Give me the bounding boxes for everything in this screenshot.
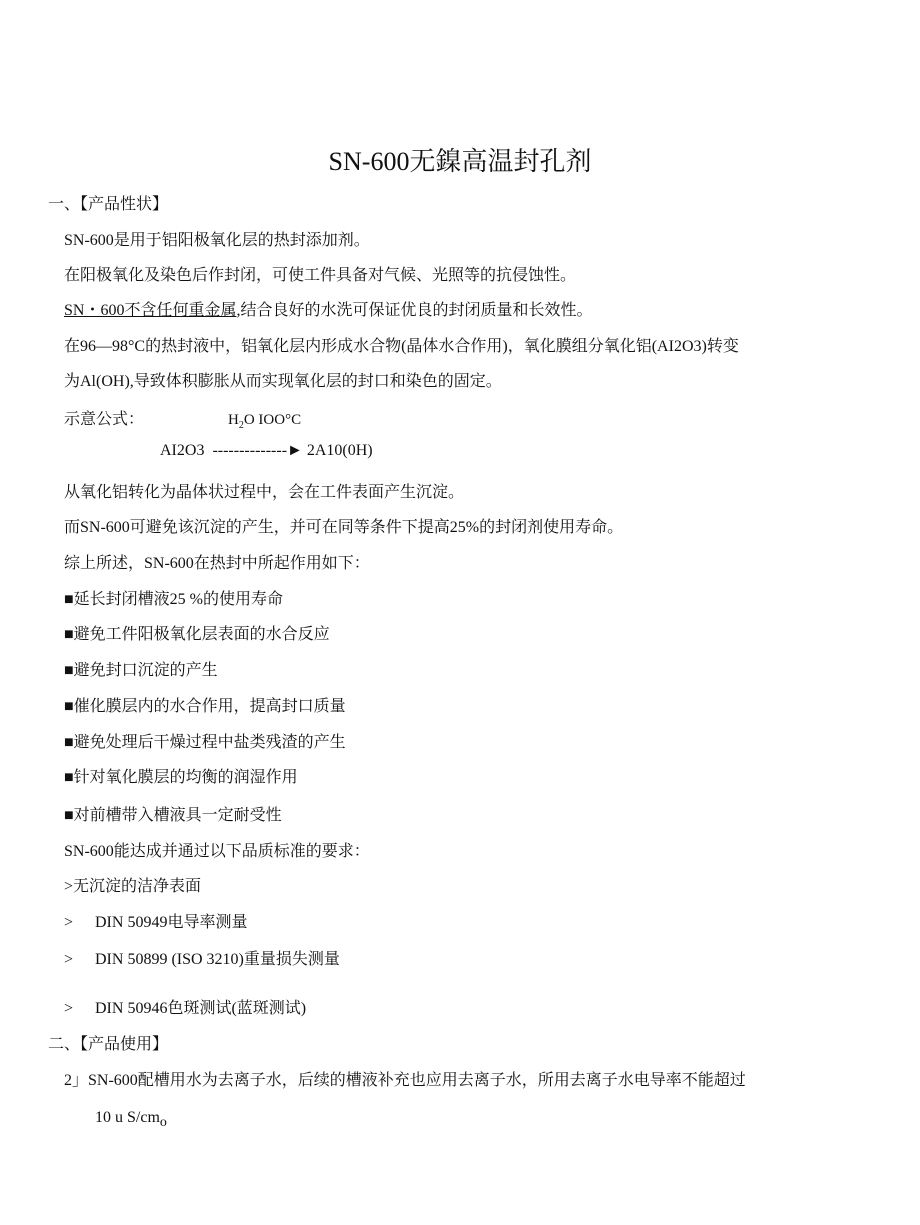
check-marker: > [64, 914, 74, 931]
conductivity-subscript: o [159, 1115, 167, 1131]
check-item [0, 999, 900, 1019]
check-item-first: >无沉淀的洁净表面 [64, 878, 202, 895]
standards-intro: SN-600能达成并通过以下品质标准的要求： [64, 843, 370, 860]
check-marker: > [64, 1000, 74, 1017]
paragraph-4-line-1: 在96—98°C的热封液中，铝氧化层内形成水合物(晶体水合作用)，氧化膜组分氧化铝(AI2O3)转变 [64, 338, 739, 355]
usage-item-2-line-1: 2」SN-600配槽用水为去离子水，后续的槽液补充也应用去离子水，所用去离子水电导率不能超过 [64, 1072, 746, 1089]
formula-h: H [228, 412, 239, 428]
check-item [0, 950, 900, 970]
paragraph-3 [64, 301, 592, 321]
bullet-item: ■避免封口沉淀的产生 [64, 662, 218, 679]
document-title: SN-600无鎳高温封孔剂 [328, 147, 592, 176]
paragraph-2: 在阳极氧化及染色后作封闭，可使工件具备对气候、光照等的抗侵蚀性。 [64, 267, 577, 284]
paragraph-1: SN-600是用于铝阳极氧化层的热封添加剂。 [64, 232, 370, 249]
section-2-heading: 二、【产品使用】 [48, 1036, 169, 1053]
bullet-item: ■延长封闭槽液25 %的使用寿命 [64, 591, 283, 608]
check-marker: > [64, 951, 74, 968]
check-item [0, 913, 900, 933]
formula-reaction: AI2O3 --------------► 2A10(0H) [160, 442, 373, 459]
paragraph-6: 而SN-600可避免该沉淀的产生，并可在同等条件下提高25%的封闭剂使用寿命。 [64, 519, 624, 536]
formula-label: 示意公式： [64, 411, 145, 428]
paragraph-7: 综上所述，SN-600在热封中所起作用如下： [64, 555, 370, 572]
paragraph-5: 从氧化铝转化为晶体状过程中，会在工件表面产生沉淀。 [64, 484, 465, 501]
formula-subscript: 2 [238, 420, 244, 431]
bullet-item: ■避免处理后干燥过程中盐类残渣的产生 [64, 734, 346, 751]
paragraph-4-line-2: 为Al(OH),导致体积膨胀从而实现氧化层的封口和染色的固定。 [64, 373, 502, 390]
conductivity-limit: 10 u S/cm [95, 1109, 160, 1126]
bullet-item: ■避免工件阳极氧化层表面的水合反应 [64, 626, 330, 643]
formula-cond-text: O IOO°C [243, 412, 302, 428]
formula-condition [228, 410, 301, 436]
heavy-metal-free-underlined: SN・600不含任何重金属 [64, 302, 237, 319]
paragraph-3-rest: ,结合良好的水洗可保证优良的封闭质量和长效性。 [236, 302, 593, 319]
section-1-heading: 一、【产品性状】 [48, 196, 169, 213]
check-text: DIN 50949电导率测量 [95, 914, 248, 931]
bullet-item: ■催化膜层内的水合作用，提高封口质量 [64, 698, 346, 715]
usage-item-2-line-2 [95, 1108, 167, 1133]
bullet-item: ■针对氧化膜层的均衡的润湿作用 [64, 769, 298, 786]
check-text: DIN 50899 (ISO 3210)重量损失测量 [95, 951, 340, 968]
check-text: DIN 50946色斑测试(蓝斑测试) [95, 1000, 307, 1017]
bullet-item: ■对前槽带入槽液具一定耐受性 [64, 807, 282, 824]
